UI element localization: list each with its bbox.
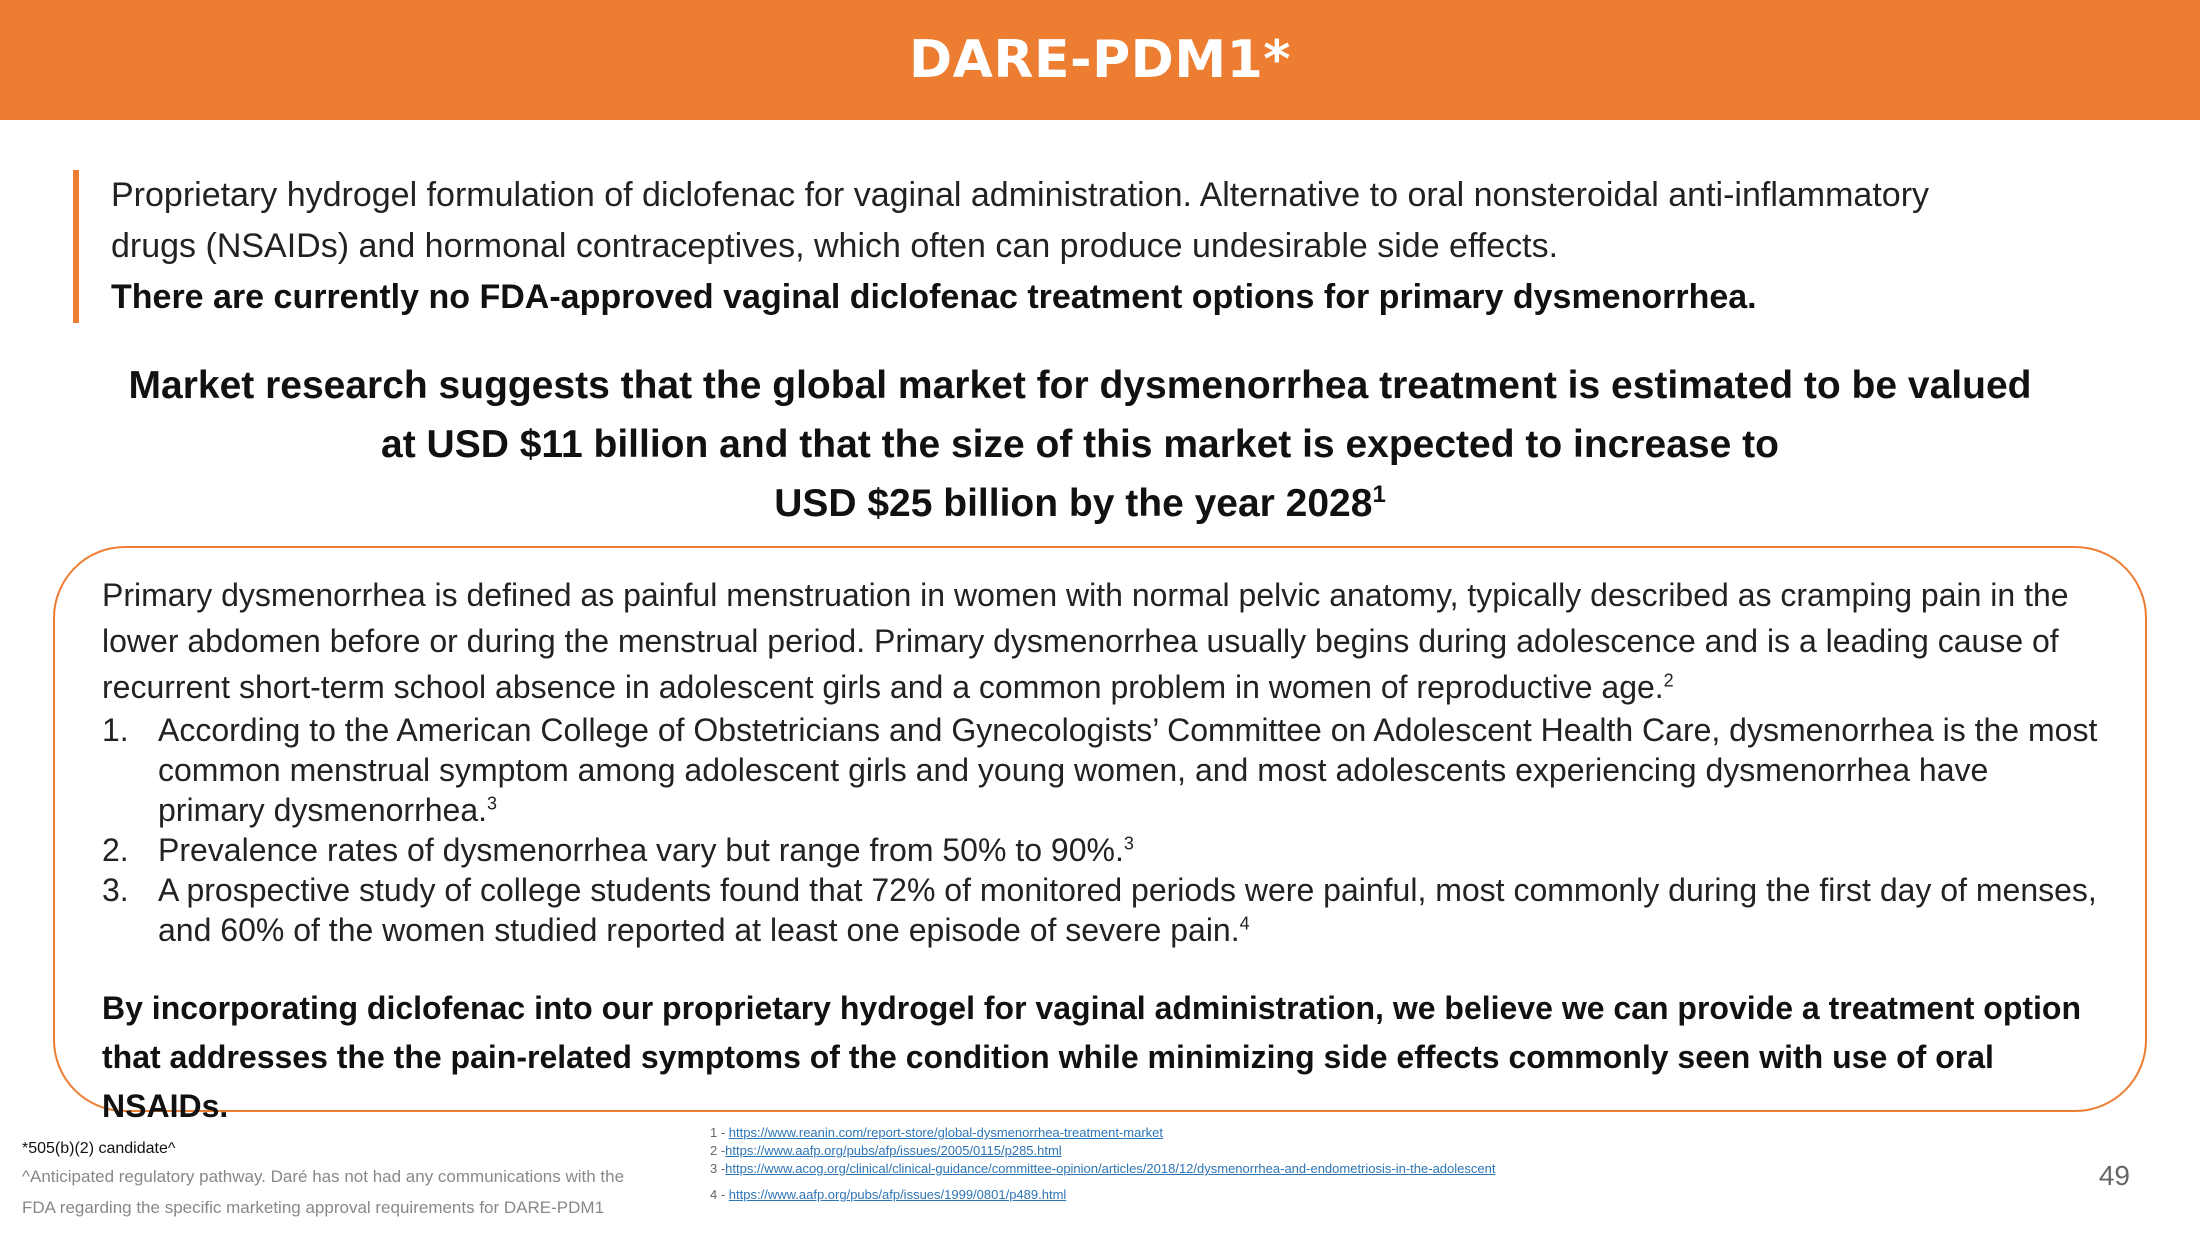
market-line-2: at USD $11 billion and that the size of this market is expected to increase to [381,423,1779,466]
footnote-note-1: ^Anticipated regulatory pathway. Daré has not had any communications with the [22,1167,625,1186]
list-item-ref: 3 [1123,833,1134,854]
intro-block [73,170,2113,323]
market-line-3-text: USD $25 billion by the year 2028 [774,482,1373,525]
definition-paragraph [102,572,2102,710]
list-item-ref: 4 [1239,913,1250,934]
reference-link[interactable]: https://www.acog.org/clinical/clinical-guidance/committee-opinion/articles/2018/12/dysmenorrhea-and-endometriosis-in-the-adolescent [725,1161,1496,1176]
list-item-number: 1. [102,712,129,748]
intro-line-1: Proprietary hydrogel formulation of diclofenac for vaginal administration. Alternative to oral nonsteroidal anti-inflammatory [111,176,1930,214]
reference-label: 2 - [710,1143,726,1158]
info-box-content [102,572,2102,1131]
footnote-block [22,1134,682,1226]
slide-title: DARE-PDM1* [909,30,1291,90]
reference-link[interactable]: https://www.aafp.org/pubs/afp/issues/2005/0115/p285.html [725,1143,1062,1158]
reference-label: 4 - [710,1187,729,1202]
market-line-1: Market research suggests that the global market for dysmenorrhea treatment is estimated to be valued [128,364,2032,407]
page-number: 49 [2098,1160,2130,1191]
reference-link[interactable]: https://www.aafp.org/pubs/afp/issues/1999/0801/p489.html [728,1187,1067,1202]
facts-list [102,710,2102,950]
footnote-note-2: FDA regarding the specific marketing approval requirements for DARE-PDM1 [22,1198,605,1217]
list-item [102,830,2102,870]
reference-link[interactable]: https://www.reanin.com/report-store/global-dysmenorrhea-treatment-market [728,1125,1164,1140]
intro-highlight: There are currently no FDA-approved vaginal diclofenac treatment options for primary dysmenorrhea. [111,278,1757,316]
market-ref: 1 [1372,481,1386,508]
reference-item [710,1186,1710,1204]
list-item [102,710,2102,830]
reference-item [710,1124,1710,1142]
reference-item [710,1160,1710,1178]
reference-label: 1 - [710,1125,729,1140]
closing-statement: By incorporating diclofenac into our proprietary hydrogel for vaginal administration, we believe we can provide a treatment option that addresses the the pain-related symptoms of the condition while minimizing side effects commonly seen with use of oral NSAIDs. [102,990,2082,1124]
footnote-candidate: *505(b)(2) candidate^ [22,1140,176,1157]
market-statement [80,356,2080,533]
list-item-ref: 3 [487,793,498,814]
title-banner [0,0,2200,120]
market-line-3 [80,474,2080,533]
list-item [102,870,2102,950]
list-item-text: A prospective study of college students found that 72% of monitored periods were painful, most commonly during the first day of menses, and 60% of the women studied reported at least one episode of severe pain. [158,872,2097,948]
definition-text: Primary dysmenorrhea is defined as painful menstruation in women with normal pelvic anatomy, typically described as cramping pain in the lower abdomen before or during the menstrual period. Primary dysmenorrhea usually begins during adolescence and is a leading cause of recurrent short-term school absence in adolescent girls and a common problem in women of reproductive age. [102,577,2069,705]
definition-ref: 2 [1663,670,1674,691]
reference-label: 3 - [710,1161,726,1176]
reference-item [710,1142,1710,1160]
list-item-text: According to the American College of Obstetricians and Gynecologists’ Committee on Adolescent Health Care, dysmenorrhea is the most common menstrual symptom among adolescent girls and young women, and most adolescents experiencing dysmenorrhea have primary dysmenorrhea. [158,712,2098,828]
intro-line-2: drugs (NSAIDs) and hormonal contraceptives, which often can produce undesirable side effects. [111,227,1559,265]
references [710,1124,1710,1204]
list-item-text: Prevalence rates of dysmenorrhea vary but range from 50% to 90%. [158,832,1124,868]
list-item-number: 2. [102,832,129,868]
list-item-number: 3. [102,872,129,908]
